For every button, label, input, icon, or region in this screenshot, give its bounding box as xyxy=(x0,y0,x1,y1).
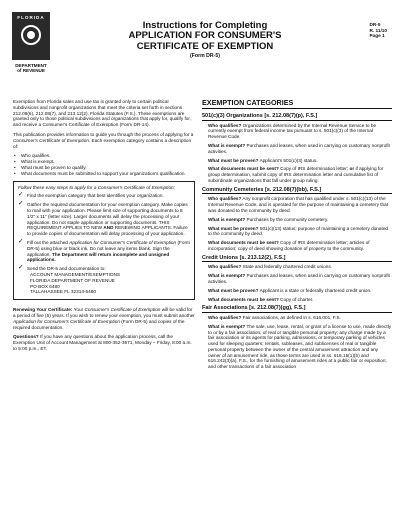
category-contents-list xyxy=(13,153,195,176)
who-qualifies xyxy=(208,123,392,140)
category-fair-associations-title: Fair Associations [s. 212.08(7)(gg), F.S.] xyxy=(202,305,392,313)
step-2 xyxy=(18,202,190,237)
document-header xyxy=(100,21,310,59)
step-2-text: Gather the required documentation for your exemption category. Make copies to mail with your application. Please limit size of supporting documents to 8 1/2" x 11" (letter size). Larger documents will delay the processing of your application. Do not staple application or supporting documents. THIS REQUIREMENT APPLIES TO NEW xyxy=(27,202,188,231)
documents-required xyxy=(208,297,392,303)
step-3 xyxy=(18,237,190,263)
guide-paragraph xyxy=(13,132,195,149)
category-501c3-title: 501(c)(3) Organizations [s. 212.08(7)(p), F.S.] xyxy=(202,113,392,121)
checkmark-icon: ✓ xyxy=(18,264,24,272)
what-exempt xyxy=(208,217,392,223)
questions-text: If you have any questions about the application process, call the Exemption Unit of Account Management at 800-352-3671, Monday – Friday, 8:00 a.m. to 5:00 p.m., ET. xyxy=(13,334,192,351)
who-label: Who qualifies? xyxy=(208,196,242,202)
who-text: Any nonprofit corporation that has qualified under s. 501(c)(13) of the Internal Revenue Code, and is operated for the purpose of maintaining a cemetery that was donated to the community by deed. xyxy=(208,196,389,213)
header-line1: Instructions for Completing xyxy=(142,20,268,31)
step-1 xyxy=(18,193,190,199)
list-item: • Who qualifies. xyxy=(13,153,195,159)
page-number: Page 1 xyxy=(369,33,385,39)
category-501c3 xyxy=(202,123,392,184)
address-line: ACCOUNT MANAGEMENT/EXEMPTIONS xyxy=(30,271,121,277)
docs-label: What documents must be sent? xyxy=(208,296,279,302)
address-line: PO BOX 6480 xyxy=(30,283,60,289)
header-form-id: (Form DR-5) xyxy=(190,53,220,60)
who-qualifies xyxy=(208,196,392,213)
who-qualifies xyxy=(208,315,392,321)
step-3-text: Fill out the attached xyxy=(27,239,70,245)
list-item: • What must be proven to qualify. xyxy=(13,165,195,171)
renewing-application: Application for Consumer's Certificate of Exemption xyxy=(13,318,120,324)
what-label: What is exempt? xyxy=(208,142,246,148)
mailing-address xyxy=(27,272,190,295)
step-2-and: AND xyxy=(103,225,114,231)
proven-text: 501(c)(13) status; purpose of maintaining a cemetery donated to the community by deed. xyxy=(208,225,389,237)
proven-text: Applicant is a state or federally chartered credit union. xyxy=(258,287,372,293)
docs-or: or xyxy=(349,166,355,172)
florida-dor-logo xyxy=(12,12,50,90)
renewing-text-end: (Form DR-5) and copies of the required documentation. xyxy=(13,318,185,330)
what-exempt xyxy=(208,324,392,370)
who-label: Who qualifies? xyxy=(208,314,242,320)
renewing-text: Your xyxy=(72,307,85,313)
renewing-paragraph xyxy=(13,307,195,330)
proven-label: What must be proven? xyxy=(208,287,259,293)
list-item: • What is exempt. xyxy=(13,159,195,165)
steps-intro-colon: : xyxy=(173,184,175,190)
what-proven xyxy=(208,226,392,238)
intro-paragraph: Exemption from Florida sales and use tax is granted only to certain political subdivisions and nonprofit organizations that meet the criteria set forth in sections 212.08(6), 212.08(7), and 213.12(2), Florida Statutes (F.S.). These exemptions are granted only to those political subdivisions and organizations that apply for, qualify for, and receive a Consumer's Certificate of Exemption (Form DR-14). xyxy=(13,99,191,128)
proven-text: Applicant's 501(c)(3) status. xyxy=(258,157,318,163)
right-column xyxy=(202,99,392,373)
steps-intro xyxy=(18,185,190,191)
what-exempt xyxy=(208,143,392,155)
docs-label: What documents must be sent? xyxy=(208,240,279,246)
documents-required xyxy=(208,166,392,183)
address-line: TALLAHASSEE FL 32314-6480 xyxy=(30,289,96,295)
who-text: State and federally chartered credit unions. xyxy=(241,264,333,270)
checkmark-icon: ✓ xyxy=(18,191,24,199)
checkmark-icon: ✓ xyxy=(18,200,24,208)
left-column xyxy=(13,99,195,356)
category-cemeteries xyxy=(202,196,392,251)
who-label: Who qualifies? xyxy=(208,122,242,128)
who-label: Who qualifies? xyxy=(208,264,242,270)
what-proven xyxy=(208,158,392,164)
steps-intro-certificate: Consumer's Certificate of Exemption xyxy=(97,184,174,190)
what-label: What is exempt? xyxy=(208,323,246,329)
logo-emblem xyxy=(12,12,50,60)
what-exempt xyxy=(208,273,392,285)
list-item: • What documents must be submitted to support your organization's qualification. xyxy=(13,171,195,177)
what-text: Purchases by the community cemetery. xyxy=(245,216,329,222)
docs-text: Copy of IRS determination letter; articles of incorporation; copy of deed showing donation of property to the community. xyxy=(208,240,370,251)
sun-icon xyxy=(21,25,41,45)
step-2-text-end: RENEWING APPLICANTS. Failure to provide copies of documentation will delay processing of your application. xyxy=(27,225,188,237)
step-3-form-name: Application for Consumer's Certificate of Exemption xyxy=(69,239,177,245)
documents-required xyxy=(208,240,392,252)
questions-label: Questions? xyxy=(13,334,39,340)
logo-dept-line2: of REVENUE xyxy=(17,68,45,74)
docs-text: Copy of IRS determination letter; xyxy=(278,166,350,172)
guide-text-end: . Each exemption category contains a description of: xyxy=(13,137,192,149)
form-revision: R. 11/10 xyxy=(369,27,387,33)
renewing-text-mid: will be valid for a period of five (5) years. If you wish to renew your exemption, you must submit another xyxy=(13,307,195,318)
steps-intro-text: Follow these easy steps to apply for a xyxy=(18,184,98,190)
step-1-text: Find the exemption category that best identifies your organization. xyxy=(27,193,164,199)
category-credit-unions-title: Credit Unions [s. 213.12(2), F.S.] xyxy=(202,255,392,263)
renewing-label: Renewing Your Certificate: xyxy=(13,307,73,313)
step-4 xyxy=(18,266,190,295)
category-credit-unions xyxy=(202,264,392,302)
logo-brand-text: FLORIDA xyxy=(17,15,45,20)
proven-label: What must be proven? xyxy=(208,225,259,231)
logo-department-text xyxy=(12,63,50,74)
who-qualifies xyxy=(208,264,392,270)
exemption-categories-title: EXEMPTION CATEGORIES xyxy=(202,99,392,109)
what-label: What is exempt? xyxy=(208,273,246,279)
category-cemeteries-title: Community Cemeteries [s. 212.08(7)(bb), F.S.] xyxy=(202,187,392,195)
renewing-certificate: Consumer's Certificate of Exemption xyxy=(84,307,161,313)
form-number-block xyxy=(370,22,387,39)
what-text: Purchases and leases, when used in carrying on customary nonprofit activities. xyxy=(208,273,390,284)
questions-paragraph xyxy=(13,334,195,351)
step-3-text-mid: (Form DR-5) using blue or black ink. Do not leave any items blank. Sign the application. xyxy=(27,239,190,257)
docs-text-end: if applying for group determination, submit copy of IRS determination letter and cumulative list of subordinate organizations that fall under group ruling. xyxy=(208,166,384,183)
what-proven xyxy=(208,288,392,294)
checkmark-icon: ✓ xyxy=(18,237,24,245)
docs-text: Copy of charter. xyxy=(278,296,314,302)
header-line2: APPLICATION FOR CONSUMER'S xyxy=(128,30,282,42)
who-text: Organizations determined by the Internal Revenue Service to be currently exempt from federal income tax pursuant to s. 501(c)(3) of the Internal Revenue Code. xyxy=(208,122,377,140)
address-line: FLORIDA DEPARTMENT OF REVENUE xyxy=(30,277,115,283)
guide-text: This publication provides information to guide you through the process of applying for a xyxy=(13,131,194,137)
what-label: What is exempt? xyxy=(208,216,246,222)
what-text: The sale, use, lease, rental, or grant of a license to use, made directly to or by a fair association, of real or tangible personal property; any charge made by a fair association or its agents for parking, admissions, or temporary parking of vehicles used for sleeping quarters; rentals, subleases, and sublicenses of real or tangible personal property between the owner of the central amusement attraction and any owner of an amusement ride, as those terms are used in ss. 616.15(1)(b) and 616.242(3)(a), F.S., for the furnishing of amusement rides at a public fair or exposition; and other transactions of a fair association xyxy=(208,323,392,370)
guide-certificate-name: Consumer's Certificate of Exemption xyxy=(13,137,89,143)
steps-box xyxy=(13,181,195,301)
category-fair-associations xyxy=(202,315,392,370)
what-text: Purchases and leases, when used in carrying on customary nonprofit activities. xyxy=(208,142,390,154)
step-4-text: Send the DR-5 and documentation to: xyxy=(27,266,106,272)
docs-label: What documents must be sent? xyxy=(208,166,279,172)
step-3-warning: The Department will return incomplete and unsigned applications. xyxy=(27,251,170,263)
header-line3: CERTIFICATE OF EXEMPTION xyxy=(136,40,274,52)
proven-label: What must be proven? xyxy=(208,157,259,163)
form-code: DR-5 xyxy=(369,22,381,27)
logo-dept-line1: DEPARTMENT xyxy=(15,63,47,68)
who-text: Fair associations, as defined in s. 616.001, F.S. xyxy=(241,314,341,320)
